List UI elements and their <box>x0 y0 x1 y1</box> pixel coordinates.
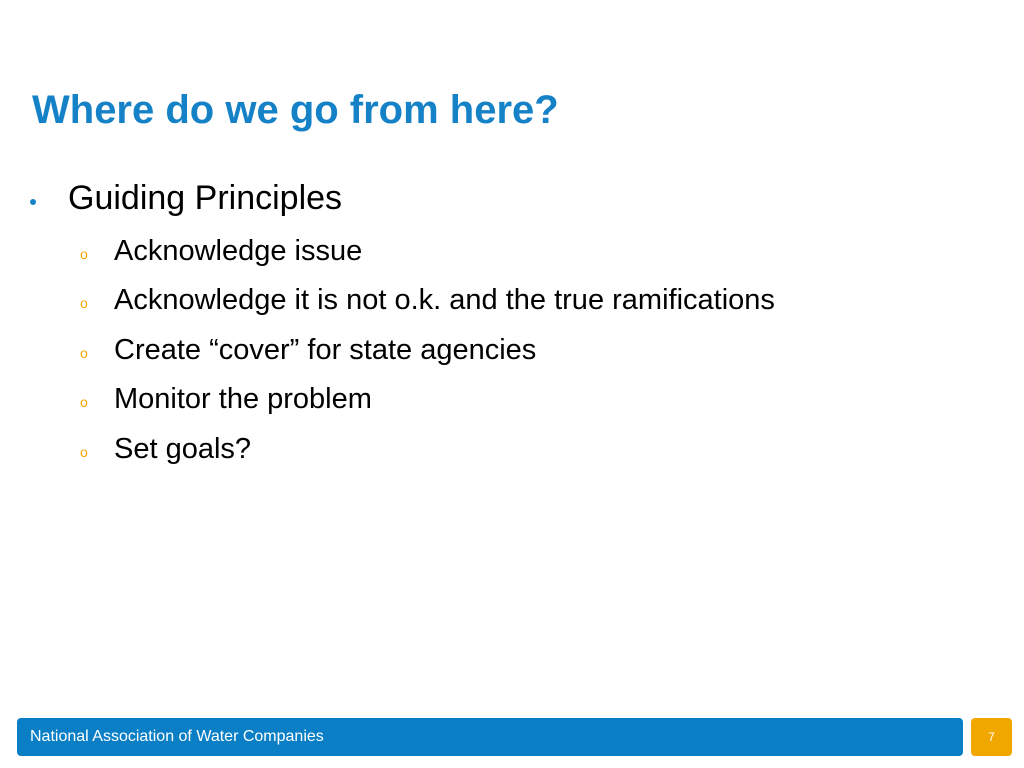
sub-bullet-text: Acknowledge issue <box>114 234 363 267</box>
sub-bullet-item <box>80 375 775 425</box>
sub-bullet-text: Acknowledge it is not o.k. and the true ramifications <box>114 284 775 317</box>
sub-bullet-text: Monitor the problem <box>114 383 372 416</box>
circle-bullet-icon: o <box>80 394 88 411</box>
sub-bullet-item <box>80 276 775 326</box>
footer-organization: National Association of Water Companies <box>30 728 324 745</box>
sub-bullet-item <box>80 424 775 474</box>
bullet-dot-icon <box>30 199 36 205</box>
sub-bullet-text: Create “cover” for state agencies <box>114 333 537 366</box>
circle-bullet-icon: o <box>80 443 88 460</box>
bullet-text: Guiding Principles <box>68 179 343 217</box>
sub-bullet-list <box>80 226 775 474</box>
circle-bullet-icon: o <box>80 245 88 262</box>
page-number-box <box>971 718 1012 756</box>
bullet-item-guiding-principles <box>30 176 342 220</box>
sub-bullet-item <box>80 325 775 375</box>
circle-bullet-icon: o <box>80 344 88 361</box>
circle-bullet-icon: o <box>80 295 88 312</box>
sub-bullet-text: Set goals? <box>114 432 252 465</box>
slide-title: Where do we go from here? <box>32 88 559 132</box>
footer-bar <box>17 718 963 756</box>
sub-bullet-item <box>80 226 775 276</box>
page-number: 7 <box>988 730 995 744</box>
